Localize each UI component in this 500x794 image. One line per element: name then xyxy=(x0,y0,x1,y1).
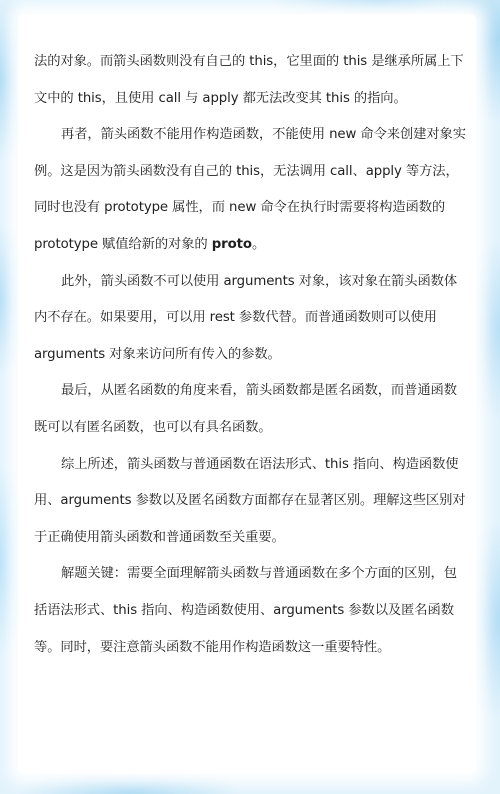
paragraph-text: 最后，从匿名函数的角度来看，箭头函数都是匿名函数，而普通函数既可以有匿名函数，也可以有具名函数。 xyxy=(34,383,457,435)
bold-term-proto: proto xyxy=(211,236,252,252)
paragraph-key-point xyxy=(34,556,466,666)
paragraph-anonymous xyxy=(34,373,466,446)
paragraph-arguments xyxy=(34,264,466,374)
paragraph-text: 法的对象。而箭头函数则没有自己的 this，它里面的 this 是继承所属上下文中的 this，且使用 call 与 apply 都无法改变其 this 的指向。 xyxy=(34,54,464,106)
paragraph-this-binding xyxy=(34,44,466,117)
paragraph-text: 此外，箭头函数不可以使用 arguments 对象，该对象在箭头函数体内不存在。如果要用，可以用 rest 参数代替。而普通函数则可以使用 arguments 对象来访问所有传入的参数。 xyxy=(34,273,458,362)
paragraph-constructor xyxy=(34,117,466,263)
paragraph-text: 综上所述，箭头函数与普通函数在语法形式、this 指向、构造函数使用、arguments 参数以及匿名函数方面都存在显著区别。理解这些区别对于正确使用箭头函数和普通函数至关重要。 xyxy=(34,456,466,545)
paragraph-text: 再者，箭头函数不能用作构造函数，不能使用 new 命令来创建对象实例。这是因为箭头函数没有自己的 this，无法调用 call、apply 等方法，同时也没有 prototype 属性，而 new 命令在执行时需要将构造函数的 prototype 赋值给新的对象的 xyxy=(34,127,466,252)
paragraph-text: 解题关键：需要全面理解箭头函数与普通函数在多个方面的区别，包括语法形式、this 指向、构造函数使用、arguments 参数以及匿名函数等。同时，要注意箭头函数不能用作构造函数这一重要特性。 xyxy=(34,566,457,655)
paragraph-summary xyxy=(34,447,466,557)
document-body xyxy=(34,44,466,666)
paragraph-text-end: 。 xyxy=(251,236,266,252)
